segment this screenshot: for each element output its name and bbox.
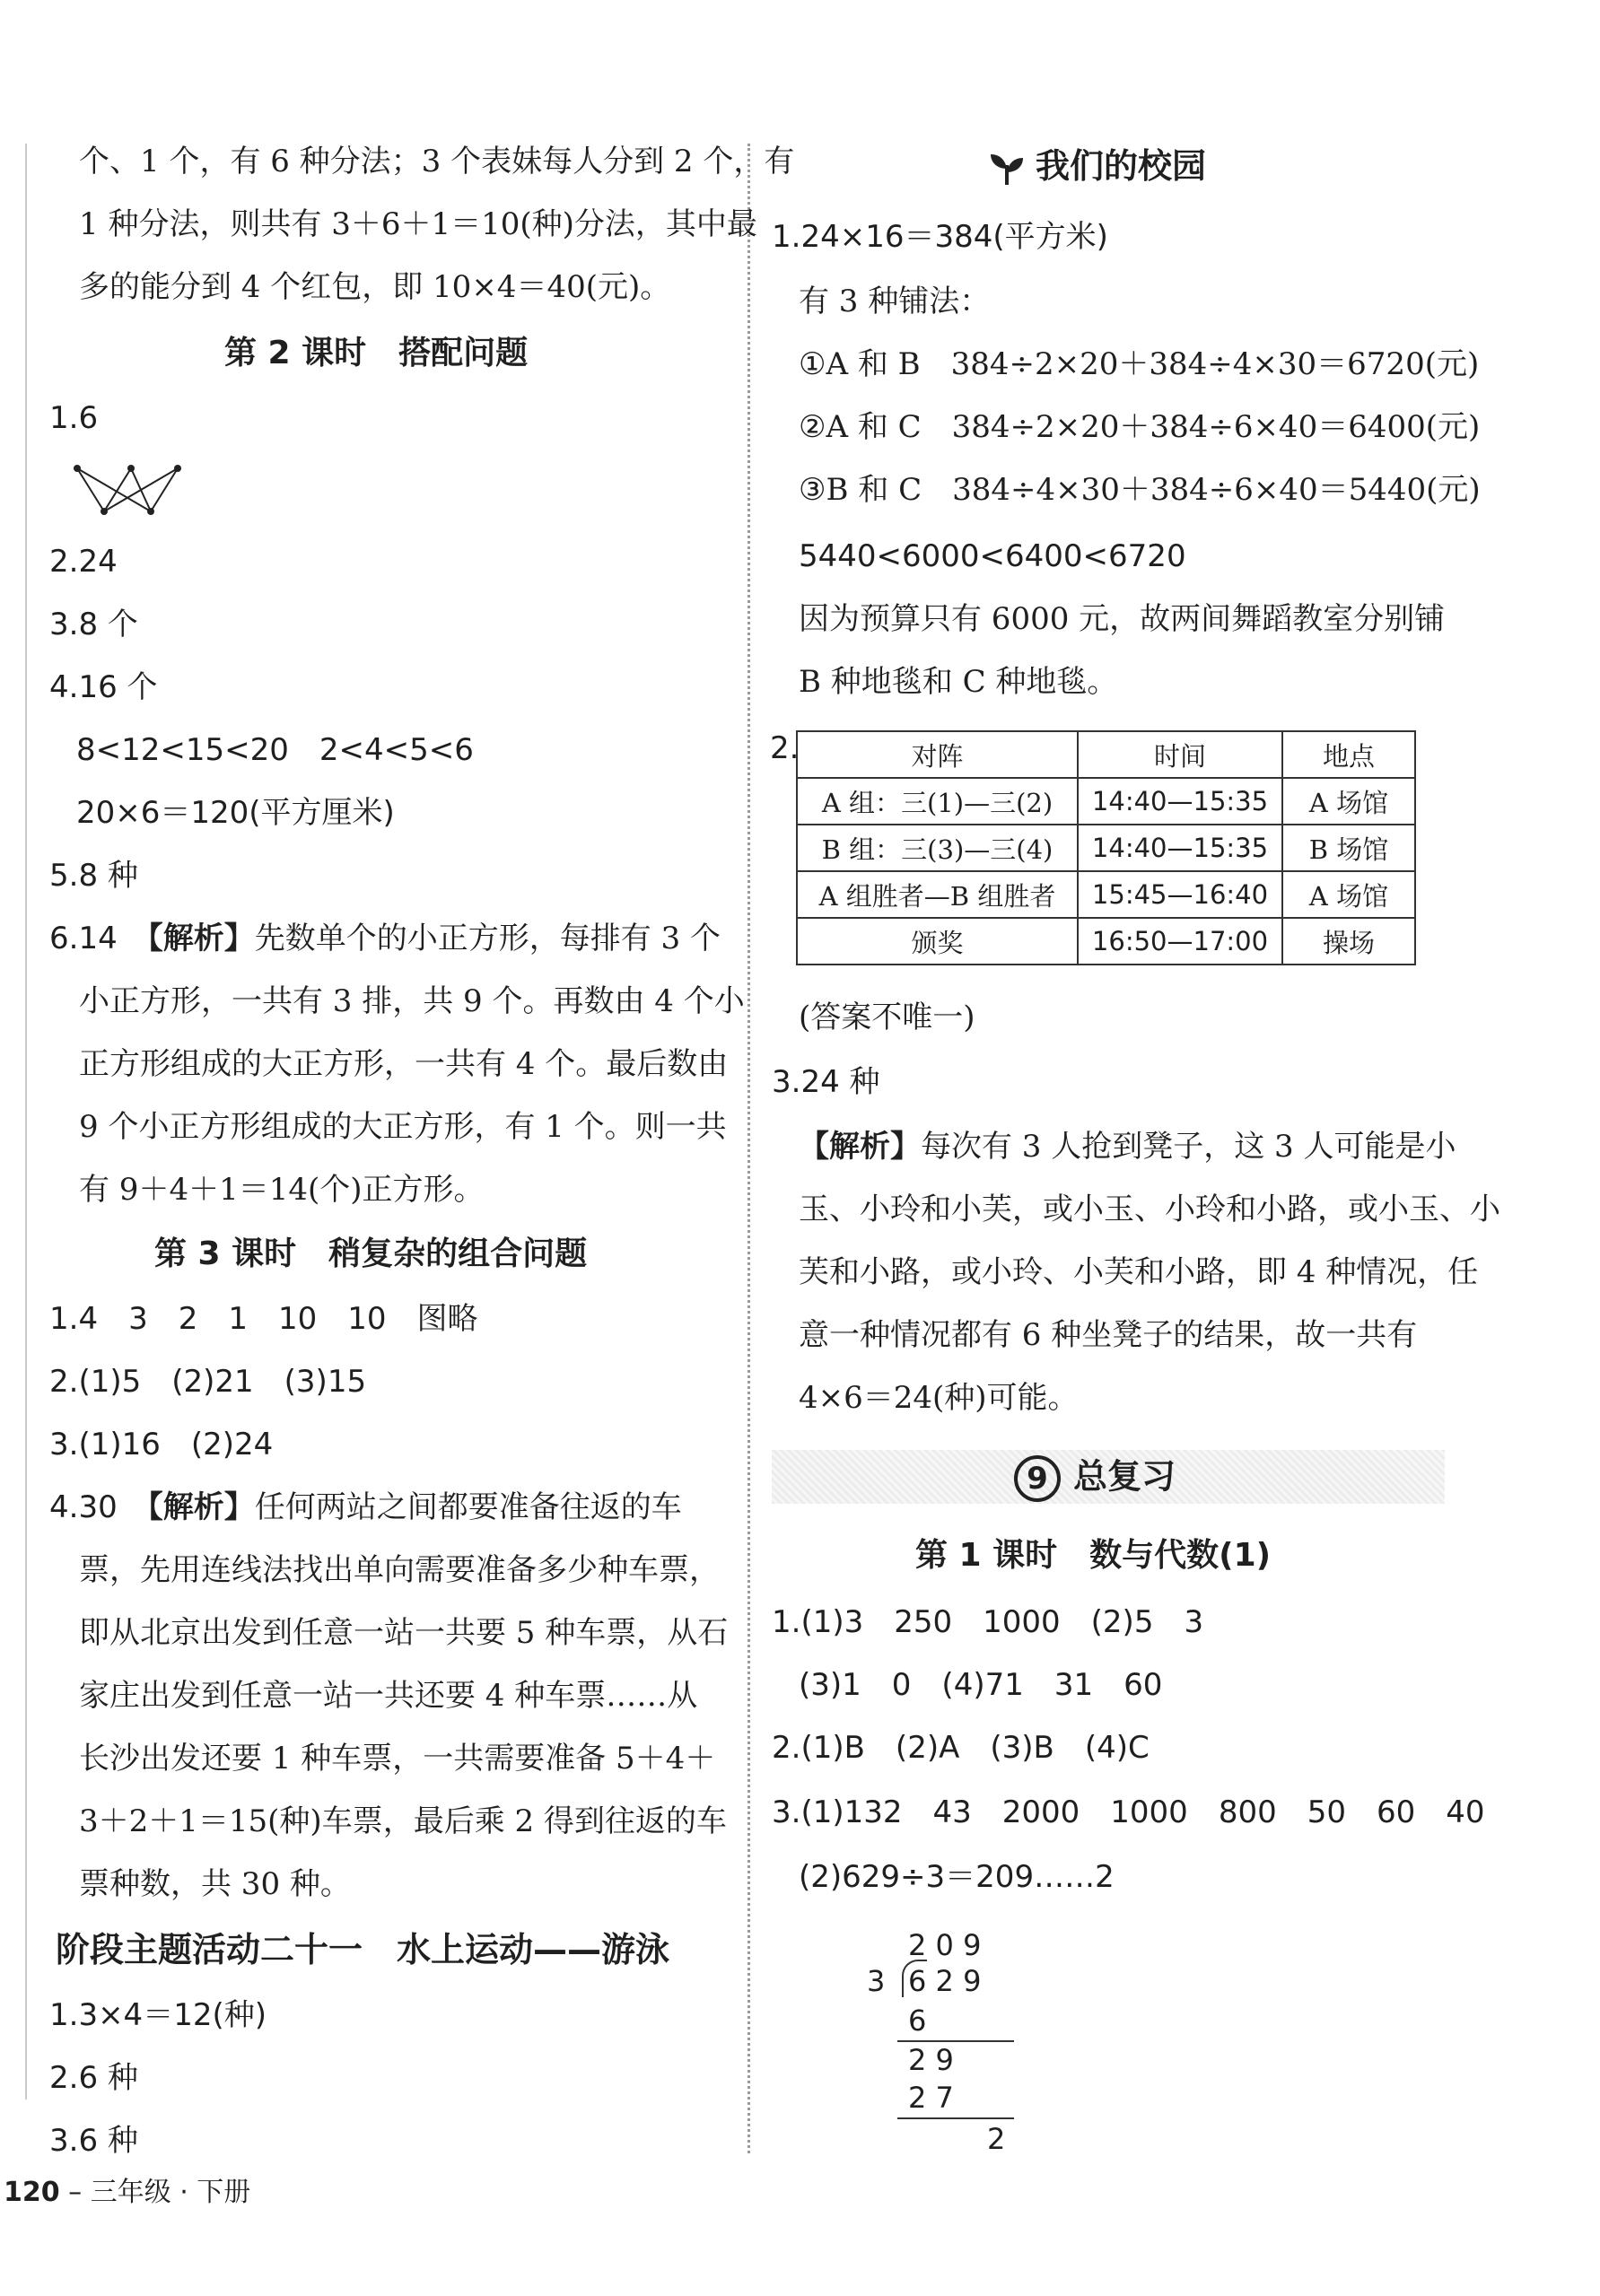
item6-number: 6.14 [49,921,118,956]
header-cell: 时间 [1078,731,1282,778]
answer-item: 3.6 种 [49,2123,138,2159]
column-divider [748,144,750,2153]
item6-line: 9 个小正方形组成的大正方形，有 1 个。则一共 [79,1109,727,1145]
q3-line: 意一种情况都有 6 种坐凳子的结果，故一共有 [799,1317,1418,1353]
table-cell: 14:40—15:35 [1078,825,1282,871]
review-line: 2.(1)B (2)A (3)B (4)C [772,1730,1150,1766]
continued-line: 1 种分法，则共有 3＋6＋1＝10(种)分法，其中最 [79,206,757,242]
table-row [797,871,1415,918]
pairing-diagram [72,459,188,519]
table-row [797,918,1415,965]
campus-line: 5440<6000<6400<6720 [799,538,1186,574]
lesson3-title: 第 3 课时 稍复杂的组合问题 [154,1235,588,1272]
division-step: 6 [908,2004,927,2038]
campus-heading [987,145,1206,187]
table-row [797,825,1415,871]
division-step: 2 7 [908,2081,954,2115]
division-remainder: 2 [987,2122,1006,2156]
table-row [797,778,1415,825]
item4-line: 票，先用连线法找出单向需要准备多少种车票， [79,1552,720,1588]
campus-line: 有 3 种铺法： [799,284,991,319]
answer-item: 8<12<15<20 2<4<5<6 [76,732,474,768]
table-cell: 颁奖 [797,918,1078,965]
answer-item: 20×6＝120(平方厘米) [76,795,395,831]
q3-text: 每次有 3 人抢到凳子，这 3 人可能是小 [921,1129,1456,1165]
table-cell: A 组：三(1)—三(2) [797,778,1078,825]
item4-line: 家庄出发到任意一站一共还要 4 种车票……从 [79,1678,698,1714]
item6-first-line [49,921,721,956]
q3-line: 4×6＝24(种)可能。 [799,1380,1079,1416]
review-heading [1014,1455,1176,1502]
table-header-row [797,731,1415,778]
schedule-table [796,730,1416,965]
division-dividend: 6 2 9 [908,1964,982,1998]
analysis-tag: 【解析】 [799,1129,921,1165]
page-footer: 120 – 三年级 · 下册 [4,2177,251,2208]
item6-line: 有 9＋4＋1＝14(个)正方形。 [79,1172,485,1208]
campus-line: ③B 和 C 384÷4×30＋384÷6×40＝5440(元) [799,472,1481,508]
table-cell: A 组胜者—B 组胜者 [797,871,1078,918]
question-2-label: 2. [770,730,800,766]
continued-line: 个、1 个，有 6 种分法；3 个表妹每人分到 2 个，有 [79,144,795,179]
q3-line: 芙和小路，或小玲、小芙和小路，即 4 种情况，任 [799,1254,1479,1290]
answer-item: 2.24 [49,544,118,580]
item4-text: 任何两站之间都要准备往返的车 [254,1489,682,1525]
item4-line: 即从北京出发到任意一站一共要 5 种车票，从石 [79,1615,729,1651]
item6-text: 先数单个的小正方形，每排有 3 个 [254,921,721,956]
header-cell: 对阵 [797,731,1078,778]
analysis-tag: 【解析】 [147,921,255,956]
header-cell: 地点 [1282,731,1415,778]
item4-line: 票种数，共 30 种。 [79,1866,351,1902]
page-number: 120 [4,2177,60,2208]
answer-item: 1.3×4＝12(种) [49,1997,267,2033]
continued-line: 多的能分到 4 个红包，即 10×4＝40(元)。 [79,269,671,305]
q3-line: 玉、小玲和小芙，或小玉、小玲和小路，或小玉、小 [799,1192,1500,1227]
answer-item: 3.8 个 [49,607,138,642]
sprout-icon [987,151,1027,187]
answer-item: 3.(1)16 (2)24 [49,1427,274,1462]
activity-title: 阶段主题活动二十一 水上运动——游泳 [56,1930,670,1969]
analysis-tag: 【解析】 [147,1489,255,1525]
review-title: 总复习 [1073,1456,1176,1497]
table-cell: 16:50—17:00 [1078,918,1282,965]
campus-line: ②A 和 C 384÷2×20＋384÷6×40＝6400(元) [799,409,1481,445]
table-cell: B 场馆 [1282,825,1415,871]
item4-line: 长沙出发还要 1 种车票，一共需要准备 5＋4＋ [79,1741,716,1777]
pairing-lines [77,468,178,511]
division-divisor: 3 [867,1964,886,1998]
campus-line: 1.24×16＝384(平方米) [772,219,1108,255]
table-cell: 14:40—15:35 [1078,778,1282,825]
chapter-number-badge: 9 [1014,1455,1061,1502]
lesson2-title: 第 2 课时 搭配问题 [224,335,529,371]
table-cell: A 场馆 [1282,778,1415,825]
grade-label: 三年级 · 下册 [90,2177,251,2208]
campus-line: B 种地毯和 C 种地毯。 [799,664,1118,700]
review-line: 1.(1)3 250 1000 (2)5 3 [772,1604,1204,1640]
lesson1-title: 第 1 课时 数与代数(1) [915,1537,1272,1574]
question-3: 3.24 种 [772,1064,880,1100]
division-rule [897,2117,1014,2119]
answer-item: 1.6 [49,400,99,436]
item6-line: 正方形组成的大正方形，一共有 4 个。最后数由 [79,1046,729,1082]
division-quotient: 2 0 9 [908,1928,982,1962]
division-step: 2 9 [908,2043,954,2077]
answer-item: 2.(1)5 (2)21 (3)15 [49,1364,367,1400]
answer-item: 4.16 个 [49,669,158,705]
campus-line: 因为预算只有 6000 元，故两间舞蹈教室分别铺 [799,601,1446,637]
answer-item: 5.8 种 [49,858,138,894]
item4-line: 3＋2＋1＝15(种)车票，最后乘 2 得到往返的车 [79,1803,727,1839]
table-cell: A 场馆 [1282,871,1415,918]
q3-first-line [799,1129,1456,1165]
review-line: 3.(1)132 43 2000 1000 800 50 60 40 [772,1794,1485,1830]
item4-number: 4.30 [49,1489,118,1525]
table-cell: B 组：三(3)—三(4) [797,825,1078,871]
item4-first-line [49,1489,682,1525]
answer-item: 2.6 种 [49,2060,138,2096]
answer-note: (答案不唯一) [799,1000,975,1035]
table-cell: 15:45—16:40 [1078,871,1282,918]
table-cell: 操场 [1282,918,1415,965]
review-line: (3)1 0 (4)71 31 60 [799,1667,1163,1703]
campus-line: ①A 和 B 384÷2×20＋384÷4×30＝6720(元) [799,346,1480,382]
answer-item: 1.4 3 2 1 10 10 图略 [49,1301,478,1337]
item6-line: 小正方形，一共有 3 排，共 9 个。再数由 4 个小 [79,983,745,1019]
campus-title: 我们的校园 [1036,146,1207,186]
left-margin-line [25,144,27,2100]
review-line: (2)629÷3＝209……2 [799,1859,1115,1895]
